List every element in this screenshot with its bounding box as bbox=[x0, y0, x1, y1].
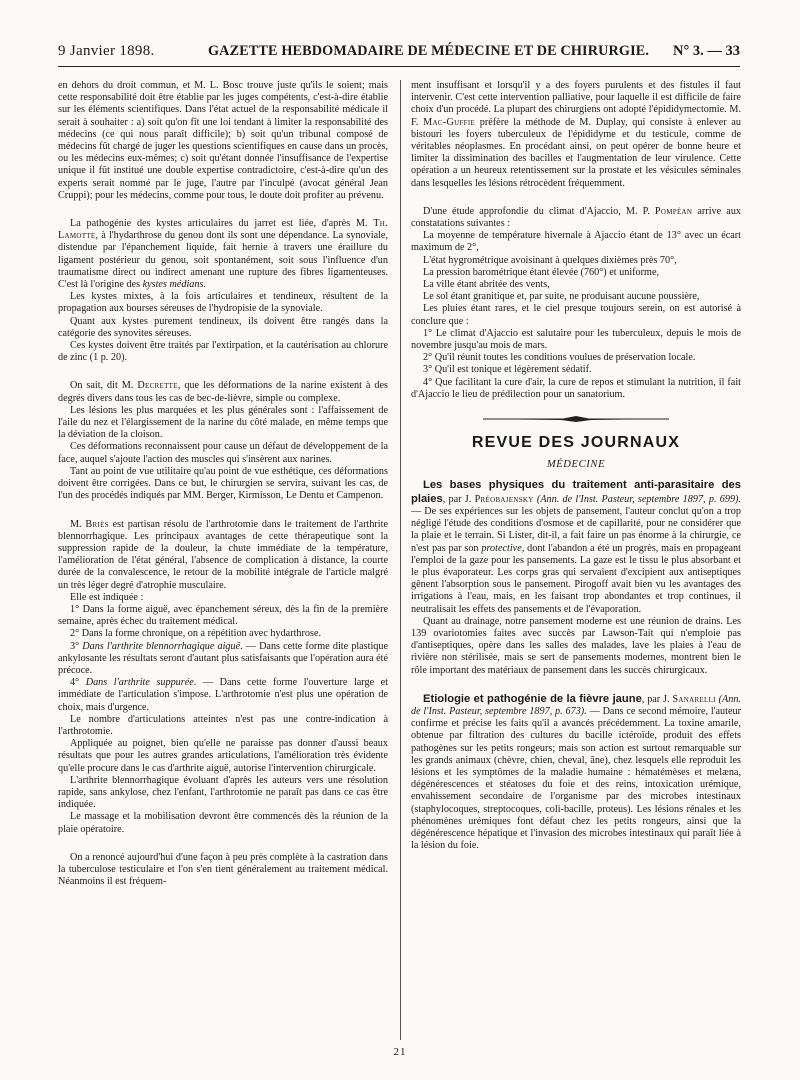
paragraph: Le sol étant granitique et, par suite, ne produisant aucune poussière, bbox=[423, 291, 700, 303]
paragraph: On a renoncé aujourd'hui d'une façon à peu près complète à la castration dans la tuberculose testiculaire et l'on s'en tient généralement au traitement médical. Néanmoins il est fréquem- bbox=[58, 851, 388, 888]
paragraph: Appliquée au poignet, bien qu'elle ne paraisse pas donner d'aussi beaux résultats que pour les autres grandes articulations, l'amélioration très évidente qu'elle procure dans le cas d'arthrite aiguë, autorise l'intervention chirurgicale. bbox=[58, 738, 388, 774]
article: Etiologie et pathogénie de la fièvre jaune, par J. Sanarelli (Ann. de l'Inst. Pasteur, septembre 1897, p. 673). — Dans ce second mémoire, l'auteur confirme et précise les faits qu'il a avancés précédemment. La toxine amarile, obtenue par filtration des cultures du bacille ictéroïde, produit des effets pathogènes sur les petits rongeurs; mais son action est surtout remarquable sur les grands animaux (chèvre, chien, cheval, âne), chez lesquels elle reproduit les lésions et les symptômes de la maladie humaine : hématémèses et melæna, dégénérescences et stéatoses du foie et des reins, intoxication urémique, envahissement secondaire de l'organisme par des microbes intestinaux (staphylocoques, streptocoques, coli-bacille, proteus). Les lésions rénales et les phénomènes urémiques font défaut chez les petits rongeurs, ainsi que la dégénérescence hépatique et l'invasion des microbes intestinaux qui paraît liée à la lésion du foie. bbox=[411, 692, 741, 852]
subsection-title: MÉDECINE bbox=[546, 459, 606, 471]
paragraph: La pression barométrique étant élevée (760°) et uniforme, bbox=[423, 266, 660, 278]
list-item: 4° Que facilitant la cure d'air, la cure de repos et stimulant la nutrition, il fait d'Ajaccio le lieu de prédilection pour un sanatorium. bbox=[411, 376, 741, 400]
journal-title: GAZETTE HEBDOMADAIRE DE MÉDECINE ET DE CHIRURGIE. bbox=[208, 43, 650, 59]
paragraph: La ville étant abritée des vents, bbox=[423, 279, 550, 291]
paragraph: On sait, dit M. Decrette, que les déformations de la narine existent à des degrés divers dans tous les cas de bec-de-lièvre, simple ou complexe. bbox=[58, 380, 388, 404]
paragraph: Le massage et la mobilisation devront être commencés dès la réunion de la plaie opératoire. bbox=[58, 811, 388, 835]
citation: (Ann. de l'Inst. Pasteur, septembre 1897, p. 673). bbox=[411, 693, 741, 717]
citation: (Ann. de l'Inst. Pasteur, septembre 1897, p. 699). bbox=[533, 493, 741, 505]
paragraph: L'état hygrométrique avoisinant à quelques dixièmes près 70°, bbox=[423, 254, 677, 266]
list-item: 1° Dans la forme aiguë, avec épanchement séreux, dès la fin de la première semaine, après échec du traitement médical. bbox=[58, 603, 388, 628]
paragraph: La moyenne de température hivernale à Ajaccio étant de 13° avec un écart maximum de 2°, bbox=[411, 230, 741, 254]
paragraph: Les pluies étant rares, et le ciel presque toujours serein, on est autorisé à conclure que : bbox=[411, 303, 741, 327]
left-column bbox=[58, 80, 388, 1040]
article: Les bases physiques du traitement anti-parasitaire des plaies, par J. Préobajensky (Ann. de l'Inst. Pasteur, septembre 1897, p. 699). — De ses expériences sur les objets de pansement, l'auteur conclut qu'on a trop négligé l'étude des conditions d'osmose et de capillarité, pour ne considérer que la plaie et le terrain. Si Lister, dit-il, a fait faire un pas énorme à la chirurgie, ce n'est pas par son protective, dont l'abandon a été un progrès, mais en propageant l'emploi de la gaze pour les pansements. La gaze est le tissu le plus absorbant et le plus évaporateur. Les corps gras qui servaient d'excipient aux antiseptiques gênent l'absorption sous le pansement. Pirogoff avait bien vu les avantages des irrigations à l'eau, mais, en les faisant trop abondantes et trop continues, il neutralisait les effets des pansements et de l'évaporation. bbox=[411, 479, 741, 615]
column-divider bbox=[400, 80, 401, 1040]
list-item: 3° Dans l'arthrite blennorrhagique aiguë. — Dans cette forme dite plastique ankylosante les résultats seront d'autant plus satisfaisants que l'opération aura été précoce. bbox=[58, 640, 388, 676]
paragraph: Quant au drainage, notre pansement moderne est une réunion de drains. Les 139 ovariotomies faites avec succès par Lawson-Tait qui n'emploie pas d'antiseptiques, opère dans les salles des malades, lave les plaies à l'eau de rivière non stérilisée, mais se sert de pansements modernes, montrent bien le rôle important des matériaux de pansement dans les succès chirurgicaux. bbox=[411, 615, 741, 676]
article-title: Etiologie et pathogénie de la fièvre jaune bbox=[423, 692, 642, 705]
paragraph: ment insuffisant et lorsqu'il y a des foyers purulents et des fistules il faut intervenir. C'est cette intervention palliative, pour laquelle il est difficile de faire choix d'un procédé. La plupart des chirurgiens ont adopté l'épididymectomie. M. F. Mac-Guffie préfère la méthode de M. Duplay, qui consiste à enlever au bistouri les foyers tuberculeux de l'épididyme et du testicule, comme de véritables néoplasmes. En procédant ainsi, on peut opérer de bonne heure et limiter la dissimination des bacilles et l'augmentation de leur virulence. Cette opération a un heureux retentissement sur la prostate et les vésicules séminales dans lesquelles les lésions rétrocèdent fréquemment. bbox=[411, 80, 741, 189]
section-title: REVUE DES JOURNAUX bbox=[471, 434, 681, 452]
paragraph: Quant aux kystes purement tendineux, ils doivent être rangés dans la catégorie des synovites séreuses. bbox=[58, 315, 388, 339]
paragraph: M. Briès est partisan résolu de l'arthrotomie dans le traitement de l'arthrite blennorrhagique. Les principaux avantages de cette thérapeutique sont la suppression rapide de la douleur, la chute immédiate de la température, l'amélioration de l'état général, l'absence de complication à distance, la courte durée de la convalescence, le retour de la mobilité intégrale de l'article malgré un très léger degré d'atrophie musculaire. bbox=[58, 518, 388, 591]
issue-date: 9 Janvier 1898. bbox=[58, 43, 155, 59]
paragraph: Le nombre d'articulations atteintes n'est pas une contre-indication à l'arthrotomie. bbox=[58, 713, 388, 737]
paragraph: D'une étude approfondie du climat d'Ajaccio, M. P. Pompéan arrive aux constatations suivantes : bbox=[411, 205, 741, 230]
paragraph: Ces kystes doivent être traités par l'extirpation, et la cautérisation au chlorure de zinc (1 p. 20). bbox=[58, 340, 388, 364]
author-name: Pompéan bbox=[654, 205, 693, 217]
issue-number: N° 3. — 33 bbox=[672, 43, 740, 59]
right-column bbox=[411, 80, 741, 1040]
author-name: Mac-Guffie bbox=[423, 116, 476, 128]
paragraph: L'arthrite blennorrhagique évoluant d'après les auteurs vers une résolution rapide, sans ankylose, chez l'enfant, l'arthrotomie ne paraît pas dans ce cas être indiquée. bbox=[58, 774, 388, 811]
article-title: Les bases physiques du traitement anti-parasitaire des plaies bbox=[411, 479, 741, 505]
paragraph: Tant au point de vue utilitaire qu'au point de vue esthétique, ces déformations doivent être corrigées. Dans ce but, le chirurgien se servira, suivant les cas, de l'un des procédés indiqués par MM. Berger, Kirmisson, Le Dentu et Campenon. bbox=[58, 465, 388, 502]
list-item: 2° Qu'il réunit toutes les conditions voulues de préservation locale. bbox=[423, 352, 696, 364]
paragraph: Les kystes mixtes, à la fois articulaires et tendineux, résultent de la propagation aux bourses séreuses de l'hydropisie de la synoviale. bbox=[58, 291, 388, 315]
author-name: Decrette bbox=[137, 380, 178, 392]
paragraph: en dehors du droit commun, et M. L. Bosc trouve juste qu'ils le soient; mais cette responsabilité doit être établie par les juges compétents, c'est-à-dire établie sur les éléments scientifiques. Dans l'état actuel de la responsabilité médicale il serait à souhaiter : a) soit qu'on fît une loi tendant à limiter la responsabilité des médecins (ce qui nous paraît difficile); b) soit qu'un tribunal composé de médecins fût chargé de juger les questions scientifiques en cause dans un procès, ou les médecins eux-mêmes; c) soit qu'étant donnée l'insuffisance de l'expertise unique il fût institué une double expertise contradictoire, c'est-à-dire qu'un des experts serait nommé par le juge, l'autre par l'inculpé (avocat général Jean Cruppi); pour les médecins, comme pour tous, le doute doit profiter au prévenu. bbox=[58, 80, 388, 201]
author-name: Th. Lamotte bbox=[58, 218, 388, 242]
author-name: Préobajensky bbox=[474, 493, 534, 505]
list-item: 1° Le climat d'Ajaccio est salutaire pour les tuberculeux, depuis le mois de novembre jusqu'au mois de mars. bbox=[411, 327, 741, 352]
paragraph: La pathogénie des kystes articulaires du jarret est liée, d'après M. Th. Lamotte, à l'hydarthrose du genou dont ils sont une dépendance. La synoviale, distendue par l'épanchement liquide, fait hernie à travers une éraillure du ligament postérieur du genou, soit spontanément, soit sous l'influence d'un traumatisme direct ou indirect amenant une rupture des fibres ligamenteuses. C'est là l'origine des kystes médians. bbox=[58, 218, 388, 291]
author-name: Sanarelli bbox=[672, 693, 716, 705]
paragraph: Ces déformations reconnaissent pour cause un défaut de développement de la face, auquel s'ajoute l'action des muscles qui s'insèrent aux narines. bbox=[58, 441, 388, 465]
ornamental-rule bbox=[411, 415, 741, 423]
list-item: 2° Dans la forme chronique, on a répétition avec hydarthrose. bbox=[70, 628, 322, 640]
page-header bbox=[58, 40, 740, 67]
paragraph: Elle est indiquée : bbox=[70, 591, 144, 603]
paragraph: Les lésions les plus marquées et les plus générales sont : l'affaissement de l'aile du nez et l'élargissement de la narine du côté malade, en même temps que la déviation de la cloison. bbox=[58, 404, 388, 441]
list-item: 3° Qu'il est tonique et légèrement sédatif. bbox=[423, 364, 592, 376]
author-name: Briès bbox=[85, 518, 109, 530]
list-item: 4° Dans l'arthrite suppurée. — Dans cette forme l'ouverture large et immédiate de l'articulation s'impose. L'arthrotomie n'est plus une opération de choix, mais d'urgence. bbox=[58, 677, 388, 713]
page-folio: 21 bbox=[393, 1046, 407, 1058]
